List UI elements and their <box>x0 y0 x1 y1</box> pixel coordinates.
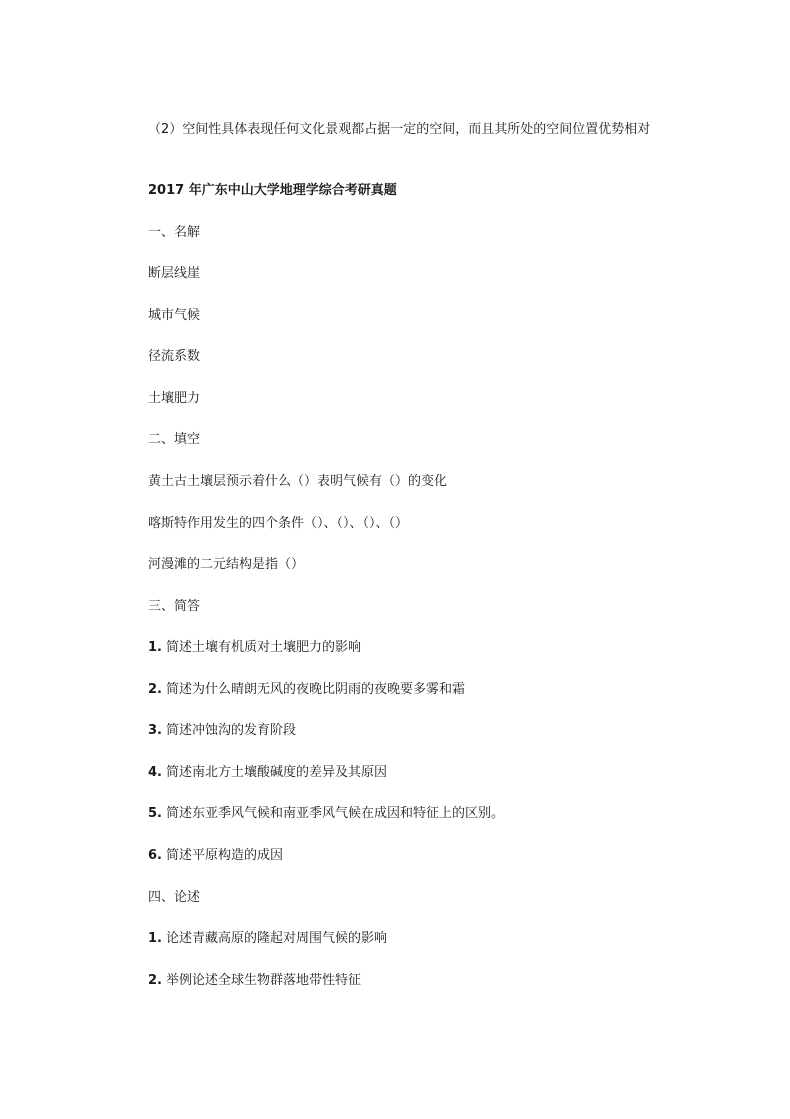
item-number: 5. <box>148 806 162 821</box>
item-number: 4. <box>148 765 162 780</box>
item-number: 1. <box>148 931 162 946</box>
section-heading-fill: 二、填空 <box>148 432 201 447</box>
item-number: 6. <box>148 848 162 863</box>
item-number: 3. <box>148 723 162 738</box>
term-item: 径流系数 <box>148 349 201 364</box>
fill-item: 河漫滩的二元结构是指（） <box>148 557 305 572</box>
short-answer-item <box>148 764 387 782</box>
item-text: 简述土壤有机质对土壤肥力的影响 <box>165 640 361 655</box>
essay-item <box>148 972 361 990</box>
short-answer-item <box>148 639 361 657</box>
item-text: 简述平原构造的成因 <box>165 848 283 863</box>
item-number: 2. <box>148 682 162 697</box>
term-item: 城市气候 <box>148 308 201 323</box>
item-number: 2. <box>148 973 162 988</box>
short-answer-item <box>148 681 465 699</box>
fill-item: 喀斯特作用发生的四个条件（）、（）、（）、（） <box>148 516 409 531</box>
item-text: 简述南北方土壤酸碱度的差异及其原因 <box>165 765 387 780</box>
short-answer-item <box>148 722 296 740</box>
short-answer-item <box>148 847 283 865</box>
exam-title: 2017 年广东中山大学地理学综合考研真题 <box>148 183 397 198</box>
item-text: 论述青藏高原的隆起对周围气候的影响 <box>165 931 387 946</box>
intro-paragraph: （2）空间性具体表现任何文化景观都占据一定的空间，而且其所处的空间位置优势相对 <box>148 122 651 137</box>
section-heading-essay: 四、论述 <box>148 890 201 905</box>
item-text: 简述东亚季风气候和南亚季风气候在成因和特征上的区别。 <box>165 806 504 821</box>
term-item: 断层线崖 <box>148 266 201 281</box>
section-heading-short-answer: 三、简答 <box>148 599 201 614</box>
term-item: 土壤肥力 <box>148 391 201 406</box>
item-number: 1. <box>148 640 162 655</box>
section-heading-terms: 一、名解 <box>148 225 201 240</box>
short-answer-item <box>148 805 504 823</box>
item-text: 举例论述全球生物群落地带性特征 <box>165 973 361 988</box>
essay-item <box>148 930 387 948</box>
item-text: 简述为什么晴朗无风的夜晚比阴雨的夜晚要多雾和霜 <box>165 682 465 697</box>
fill-item: 黄土古土壤层预示着什么（）表明气候有（）的变化 <box>148 474 448 489</box>
item-text: 简述冲蚀沟的发育阶段 <box>165 723 296 738</box>
